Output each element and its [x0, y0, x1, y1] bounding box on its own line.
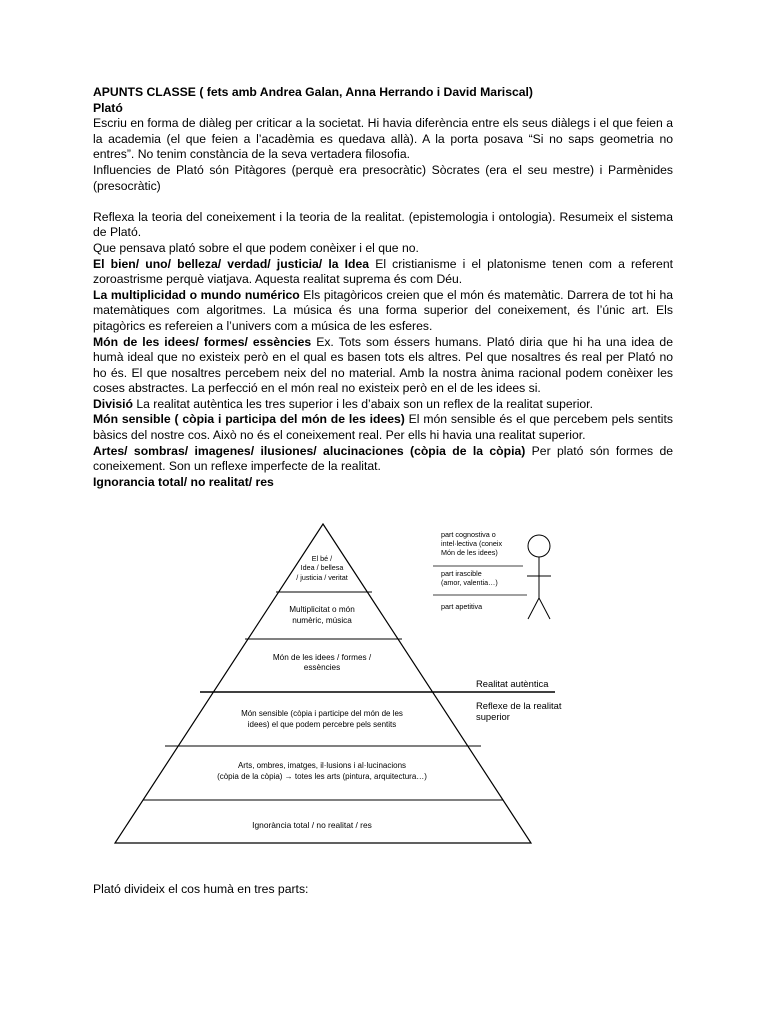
closing-line: Plató divideix el cos humà en tres parts: — [93, 882, 309, 896]
reflexe-label-line-2: superior — [476, 711, 510, 722]
document-title: APUNTS CLASSE ( fets amb Andrea Galan, Anna Herrando i David Mariscal) — [93, 85, 533, 99]
soul-irascible-line-2: (amor, valentia…) — [441, 578, 498, 587]
heading-multiplicity: La multiplicidad o mundo numérico — [93, 287, 300, 302]
stick-figure-icon — [527, 535, 551, 619]
heading-arts: Artes/ sombras/ imagenes/ ilusiones/ alucinaciones (còpia de la còpia) — [93, 443, 526, 458]
heading-sensible: Món sensible ( còpia i participa del món de les idees) — [93, 412, 405, 427]
level-good-line-1: El bé / — [311, 554, 333, 563]
level-ideas-line-2: essències — [303, 663, 341, 672]
paragraph-dialogue: Escriu en forma de diàleg per criticar a la societat. Hi havia diferència entre els seus diàlegs i el que feien a la academia (el que feien a l’acadèmia es quedava allà). A la porta posava “Si no saps geometria no entres”. No tenim constància de la seva vertadera filosofia. — [93, 116, 673, 162]
level-arts-line-2: (còpia de la còpia) → totes les arts (pintura, arquitectura…) — [217, 772, 427, 781]
text-good: El cristianisme i el platonisme tenen com a referent zoroastrisme perquè viatjava. Aquesta realitat suprema és com Déu. — [93, 256, 673, 287]
text-sensible: El món sensible és el que percebem pels sentits bàsics del nostre cos. Això no és el coneixement real. Per ells hi havia una realitat superior. — [93, 412, 673, 443]
paragraph-theory: Reflexa la teoria del coneixement i la teoria de la realitat. (epistemologia i ontologia). Resumeix el sistema de Plató. — [93, 209, 673, 240]
level-good-line-3: / justicia / veritat — [296, 573, 348, 582]
heading-good: El bien/ uno/ belleza/ verdad/ justicia/ la Idea — [93, 256, 370, 271]
level-ignorance-label: Ignorància total / no realitat / res — [252, 820, 372, 830]
paragraph-influences: Influencies de Plató són Pitàgores (perquè era presocràtic) Sòcrates (era el seu mestre) i Parmènides (presocràtic) — [93, 162, 673, 193]
level-multiplicity-line-1: Multiplicitat o món — [289, 605, 355, 614]
level-ideas-line-1: Món de les idees / formes / — [272, 653, 372, 662]
level-sensible-line-1: Món sensible (còpia i participe del món de les — [241, 709, 403, 718]
heading-ideas: Món de les idees/ formes/ essències — [93, 334, 312, 349]
soul-cognitive-line-1: part cognostiva o — [441, 530, 496, 539]
level-arts-line-1: Arts, ombres, imatges, il·lusions i al·lucinacions — [237, 761, 407, 770]
level-multiplicity-line-2: numèric, música — [292, 616, 352, 625]
heading-ignorance: Ignorancia total/ no realitat/ res — [93, 474, 274, 489]
soul-appetitive-label: part apetitiva — [441, 602, 483, 611]
soul-irascible-line-1: part irascible — [441, 569, 482, 578]
text-ideas: Ex. Tots som éssers humans. Plató diria que hi ha una idea de humà ideal que no existeix però en el qual es basen tots els altres. Pel que nosaltres és real per Plató no ho és. El que nosaltres percebem neix del no material. Amb la nostra ànima racional podem conèixer les coses abstractes. La perfecció en el món real no existeix però en el de les idees si. — [93, 334, 673, 396]
realitat-autentica-label: Realitat autèntica — [476, 678, 549, 689]
paragraph-question: Que pensava plató sobre el que podem conèixer i el que no. — [93, 240, 419, 255]
level-good-line-2: Idea / bellesa — [300, 563, 344, 572]
section-title-plato: Plató — [93, 100, 123, 115]
level-sensible-line-2: idees) el que podem percebre pels sentits — [247, 720, 397, 729]
soul-cognitive-line-2: intel·lectiva (coneix — [441, 539, 503, 548]
heading-division: Divisió — [93, 396, 133, 411]
soul-cognitive-line-3: Món de les idees) — [441, 548, 498, 557]
text-division: La realitat autèntica les tres superior i les d’abaix son un reflex de la realitat superior. — [132, 396, 593, 411]
text-arts: Per plató són formes de coneixement. Son un reflexe imperfecte de la realitat. — [93, 443, 673, 474]
text-multiplicity: Els pitagòricos creien que el món és matemàtic. Darrera de tot hi ha matemàtiques com algoritmes. La música és una forma superior del coneixement, és l’únic art. Els pitagòrics es refereien a l’univers com a música de les esferes. — [93, 287, 674, 333]
reflexe-label-line-1: Reflexe de la realitat — [476, 700, 562, 711]
